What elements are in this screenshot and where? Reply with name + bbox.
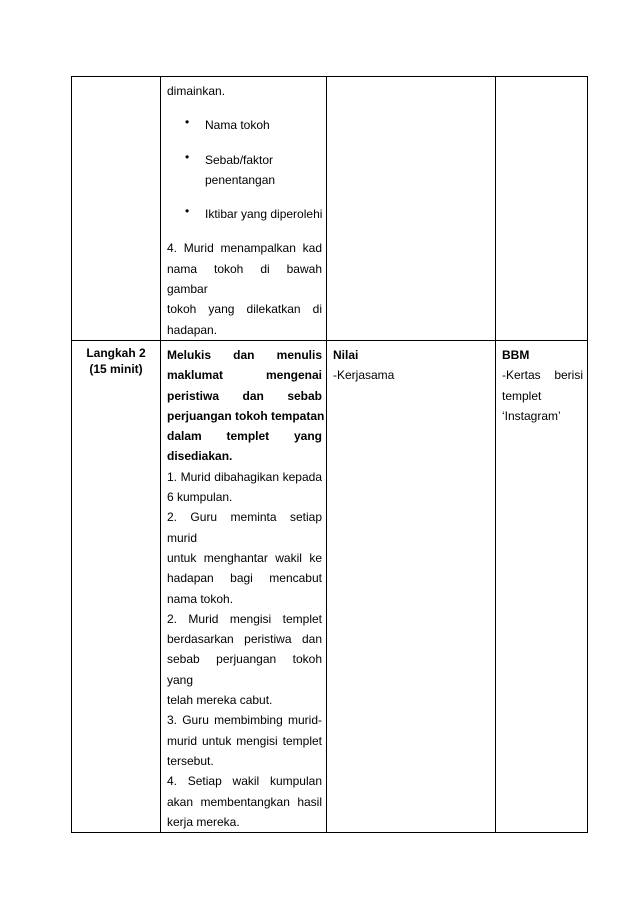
continued-text: dimainkan. [167, 84, 226, 98]
step-duration: (15 minit) [89, 361, 143, 376]
bbm-label: BBM [502, 347, 530, 362]
activity-step: 3. Guru membimbing murid- murid untuk mengisi templet tersebut. [167, 713, 322, 768]
paragraph-step-4: 4. Murid menampalkan kad nama tokoh di bawah gambar tokoh yang dilekatkan di hadapan. [167, 241, 322, 337]
activity-step: 2. Murid mengisi templet berdasarkan peristiwa dan sebab perjuangan tokoh yang telah mereka cabut. [167, 611, 322, 708]
bbm-line: -Kertas berisi [502, 368, 583, 383]
lesson-plan-table [71, 76, 588, 833]
list-item: • Sebab/faktor penentangan [185, 149, 276, 187]
activity-step: 4. Setiap wakil kumpulan akan membentangkan hasil kerja mereka. [167, 774, 322, 829]
notes-cell-empty [327, 77, 496, 341]
list-item: • Iktibar yang diperolehi [185, 204, 323, 222]
activity-step: 1. Murid dibahagikan kepada 6 kumpulan. [167, 469, 322, 505]
step-cell-empty [72, 77, 161, 341]
activity-cell [161, 77, 327, 341]
bbm-line: templet [502, 388, 542, 403]
nilai-label: Nilai [333, 347, 359, 362]
bullet-icon: • [185, 149, 190, 164]
step-label: Langkah 2 [86, 345, 146, 360]
material-cell [496, 340, 588, 832]
nilai-value: -Kerjasama [333, 368, 395, 383]
material-cell-empty [496, 77, 588, 341]
bullet-icon: • [185, 204, 190, 219]
bullet-list [167, 115, 322, 224]
activity-cell [161, 340, 327, 832]
bbm-line: ‘Instagram’ [502, 408, 561, 423]
activity-heading: Melukis dan menulis maklumat mengenai peristiwa dan sebab perjuangan tokoh tempatan dalam templet yang disediakan. [167, 347, 325, 464]
step-cell [72, 340, 161, 832]
table-row [72, 340, 588, 832]
table-row [72, 77, 588, 341]
bullet-icon: • [185, 115, 190, 130]
activity-step: 2. Guru meminta setiap murid untuk menghantar wakil ke hadapan bagi mencabut nama tokoh. [167, 510, 322, 606]
list-item: • Nama tokoh [185, 115, 270, 133]
notes-cell [327, 340, 496, 832]
